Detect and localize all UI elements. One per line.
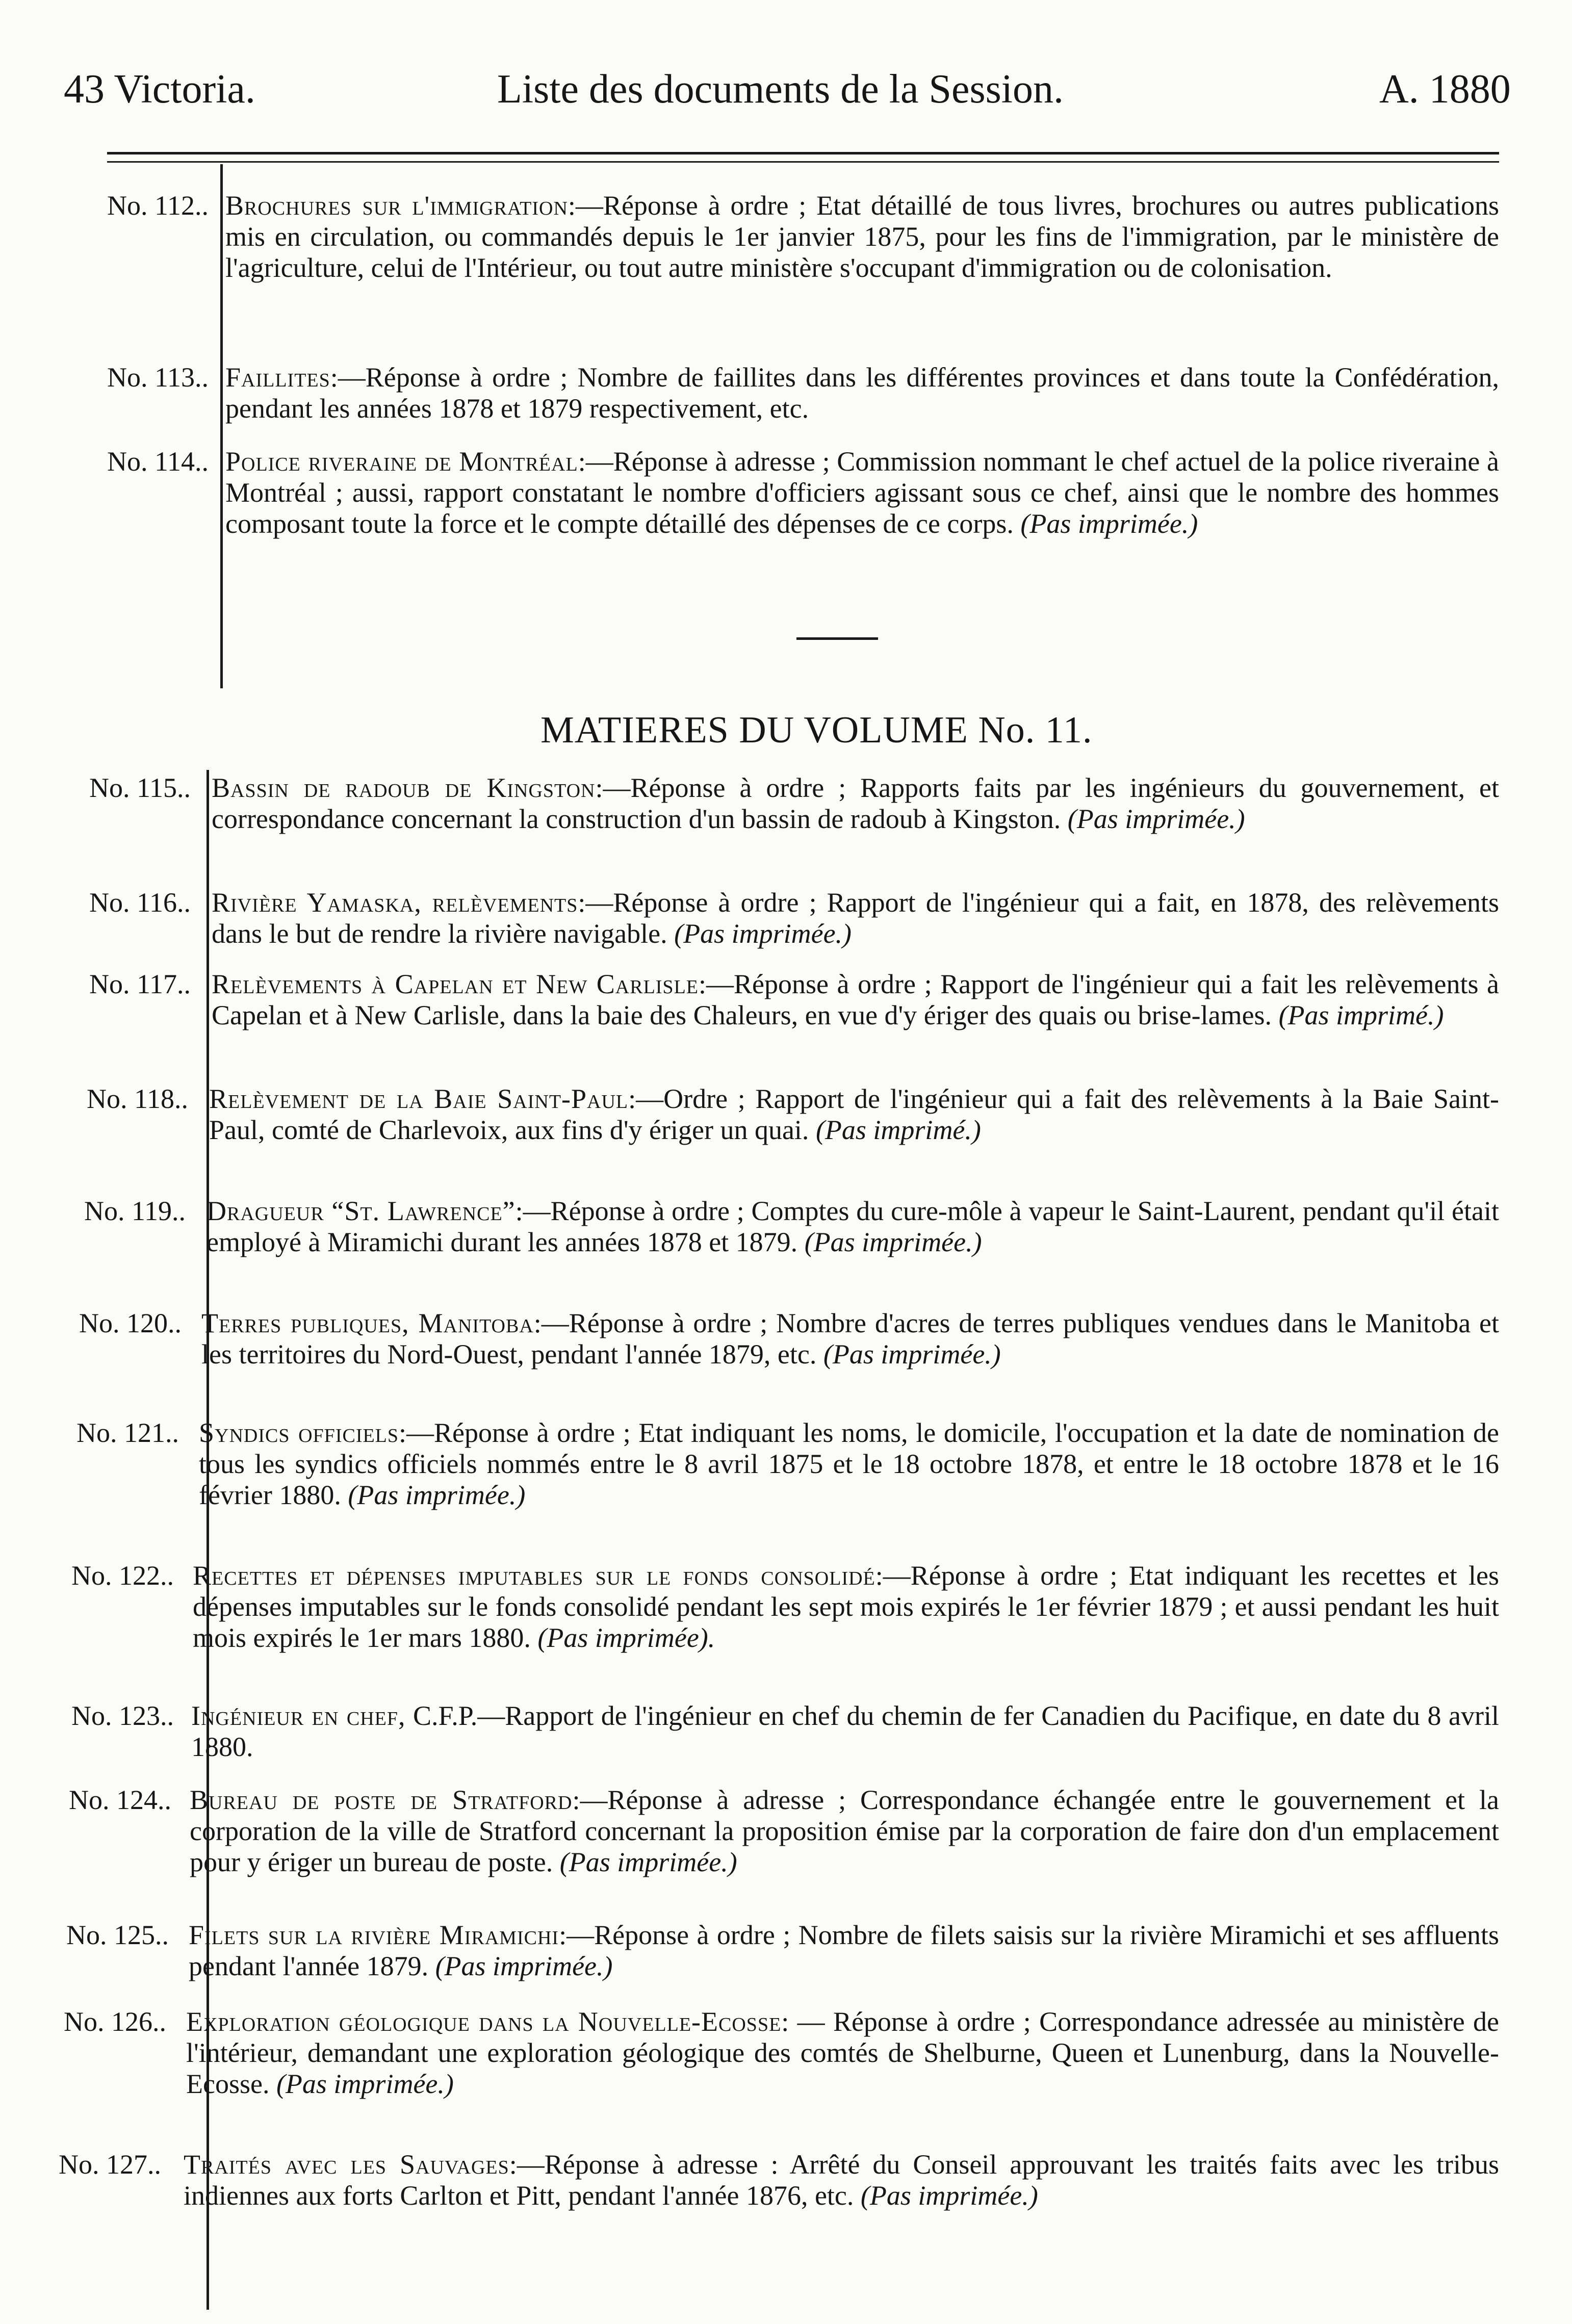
entry-note: (Pas imprimée.) <box>1020 508 1198 539</box>
entry-text: :—Ordre ; Rapport de l'ingénieur qui a fait des relèvements à la Baie Saint-Paul, comté de Charlevoix, aux fins d'y ériger un quai. <box>209 1083 1499 1145</box>
entry-body <box>225 190 1499 283</box>
entry-number: No. 114.. <box>107 446 209 477</box>
entry-subject: Bureau de poste de Stratford <box>190 1785 573 1815</box>
entry-text: :—Réponse à ordre ; Comptes du cure-môle à vapeur le Saint-Laurent, pendant qu'il était employé à Miramichi durant les années 1878 et 1879. <box>207 1196 1499 1257</box>
entry-note: (Pas imprimée.) <box>1067 804 1245 834</box>
entry-text: :—Réponse à ordre ; Etat détaillé de tous livres, brochures ou autres publications mis en circulation, ou commandés depuis le 1er janvier 1875, pour les fins de l'immigration, par le ministère de l'agriculture, celui de l'Intérieur, ou tout autre ministère s'occupant d'immigration ou de colonisation. <box>225 190 1499 283</box>
entry-number: No. 120.. <box>79 1308 182 1338</box>
entry-body <box>225 446 1499 539</box>
header-volume: 43 Victoria. <box>64 67 255 112</box>
entry-note: (Pas imprimée.) <box>674 918 852 949</box>
entry-text: :—Réponse à ordre ; Etat indiquant les recettes et les dépenses imputables sur le fonds consolidé pendant les sept mois expirés le 1er février 1879 ; et aussi pendant les huit mois expirés le 1er mars 1880. <box>193 1560 1500 1653</box>
entry-subject: Syndics officiels <box>199 1417 399 1448</box>
column-divider-top <box>220 164 223 688</box>
entry-subject: Police riveraine de Montréal <box>225 446 578 477</box>
entry-subject: Recettes et dépenses imputables sur le fonds consolidé <box>193 1560 875 1591</box>
entry-body <box>199 1417 1499 1511</box>
entry-note: (Pas imprimée.) <box>276 2069 454 2099</box>
header-title: Liste des documents de la Session. <box>497 67 1064 112</box>
entry-subject: Relèvements à Capelan et New Carlisle <box>212 969 699 999</box>
entry-body <box>193 1560 1499 1654</box>
entry-body <box>184 2149 1499 2211</box>
entry-number: No. 116.. <box>89 887 191 918</box>
entry-number: No. 119.. <box>84 1196 186 1226</box>
entry-note: (Pas imprimée.) <box>823 1339 1001 1370</box>
entry-text: : — Réponse à ordre ; Correspondance adressée au ministère de l'intérieur, demandant une exploration géologique des comtés de Shelburne, Queen et Lunenburg, dans la Nouvelle-Ecosse. <box>186 2006 1499 2099</box>
entry-body <box>207 1196 1499 1258</box>
entry-text: :—Réponse à ordre ; Nombre d'acres de terres publiques vendues dans le Manitoba et les territoires du Nord-Ouest, pendant l'année 1879, etc. <box>201 1308 1499 1370</box>
entry-number: No. 113.. <box>107 362 209 393</box>
entry-number: No. 124.. <box>69 1785 171 1815</box>
entry-body <box>190 1785 1499 1878</box>
entry-body <box>191 1700 1499 1763</box>
entry-body <box>212 772 1499 835</box>
entry-body <box>212 887 1499 949</box>
entry-subject: Exploration géologique dans la Nouvelle-Ecosse <box>186 2006 782 2037</box>
section-title: MATIERES DU VOLUME No. 11. <box>540 709 1093 751</box>
entry-text: :—Réponse à ordre ; Rapports faits par les ingénieurs du gouvernement, et correspondance concernant la construction d'un bassin de radoub à Kingston. <box>212 772 1499 834</box>
header-rule-thin <box>107 161 1499 163</box>
entry-text: :—Réponse à ordre ; Nombre de faillites dans les différentes provinces et dans toute la Confédération, pendant les années 1878 et 1879 respectivement, etc. <box>225 362 1499 424</box>
entry-note: (Pas imprimée.) <box>804 1227 982 1257</box>
entry-number: No. 118.. <box>87 1083 188 1114</box>
entry-body <box>186 2006 1499 2100</box>
entry-text: :—Réponse à ordre ; Nombre de filets saisis sur la rivière Miramichi et ses affluents pendant l'année 1879. <box>189 1920 1499 1981</box>
entry-note: (Pas imprimée.) <box>348 1480 526 1510</box>
entry-subject: Relèvement de la Baie Saint-Paul <box>209 1083 629 1114</box>
entry-text: :—Réponse à ordre ; Rapport de l'ingénieur qui a fait les relèvements à Capelan et à New Carlisle, dans la baie des Chaleurs, en vue d'y ériger des quais ou brise-lames. <box>212 969 1499 1030</box>
header-rule-thick <box>107 152 1499 154</box>
entry-number: No. 112.. <box>107 190 209 221</box>
entry-text: :—Réponse à adresse ; Commission nommant le chef actuel de la police riveraine à Montréal ; aussi, rapport constatant le nombre d'officiers agissant sous ce chef, ainsi que le nombre des hommes composant toute la force et le compte détaillé des dépenses de ce corps. <box>225 446 1499 539</box>
entry-text: :—Réponse à adresse ; Correspondance échangée entre le gouvernement et la corporation de la ville de Stratford concernant la proposition émise par la corporation de faire don d'un emplacement pour y ériger un bureau de poste. <box>190 1785 1499 1877</box>
entry-body <box>209 1083 1499 1146</box>
entry-text: :—Réponse à ordre ; Rapport de l'ingénieur qui a fait, en 1878, des relèvements dans le but de rendre la rivière navigable. <box>212 887 1499 949</box>
entry-number: No. 126.. <box>64 2006 166 2037</box>
entry-subject: Faillites <box>225 362 330 393</box>
entry-body <box>225 362 1499 424</box>
entry-note: (Pas imprimée.) <box>559 1847 737 1877</box>
entry-subject: Filets sur la rivière Miramichi <box>189 1920 559 1950</box>
entry-number: No. 117.. <box>89 969 191 999</box>
entry-note: (Pas imprimée.) <box>860 2180 1038 2211</box>
entry-note: (Pas imprimée). <box>537 1622 715 1653</box>
entry-note: (Pas imprimée.) <box>435 1951 613 1981</box>
entry-subject: Traités avec les Sauvages <box>184 2149 509 2180</box>
entry-body <box>201 1308 1499 1370</box>
entry-body <box>189 1920 1499 1982</box>
entry-text: C.F.P.—Rapport de l'ingénieur en chef du chemin de fer Canadien du Pacifique, en date du 8 avril 1880. <box>191 1700 1500 1762</box>
entry-text: :—Réponse à ordre ; Etat indiquant les noms, le domicile, l'occupation et la date de nomination de tous les syndics officiels nommés entre le 8 avril 1875 et le 18 octobre 1878, et entre le 18 octobre 1878 et le 16 février 1880. <box>199 1417 1499 1510</box>
entry-subject: Dragueur “St. Lawrence” <box>207 1196 516 1226</box>
entry-subject: Terres publiques, Manitoba <box>201 1308 534 1338</box>
entry-number: No. 127.. <box>59 2149 161 2180</box>
entry-subject: Brochures sur l'immigration <box>225 190 568 221</box>
entry-subject: Bassin de radoub de Kingston <box>212 772 596 803</box>
entry-subject: Ingénieur en chef, <box>191 1700 406 1731</box>
entry-number: No. 125.. <box>66 1920 169 1950</box>
entry-text: :—Réponse à adresse : Arrêté du Conseil approuvant les traités faits avec les tribus indiennes aux forts Carlton et Pitt, pendant l'année 1876, etc. <box>184 2149 1499 2211</box>
entry-number: No. 123.. <box>71 1700 174 1731</box>
header-year: A. 1880 <box>1379 67 1511 112</box>
entry-body <box>212 969 1499 1031</box>
entry-note: (Pas imprimé.) <box>1278 1000 1444 1030</box>
entry-note: (Pas imprimé.) <box>815 1115 981 1145</box>
entry-number: No. 121.. <box>76 1417 179 1448</box>
entry-number: No. 115.. <box>89 772 191 803</box>
entry-subject: Rivière Yamaska, relèvements <box>212 887 578 918</box>
entry-number: No. 122.. <box>71 1560 174 1591</box>
section-separator <box>796 637 878 640</box>
